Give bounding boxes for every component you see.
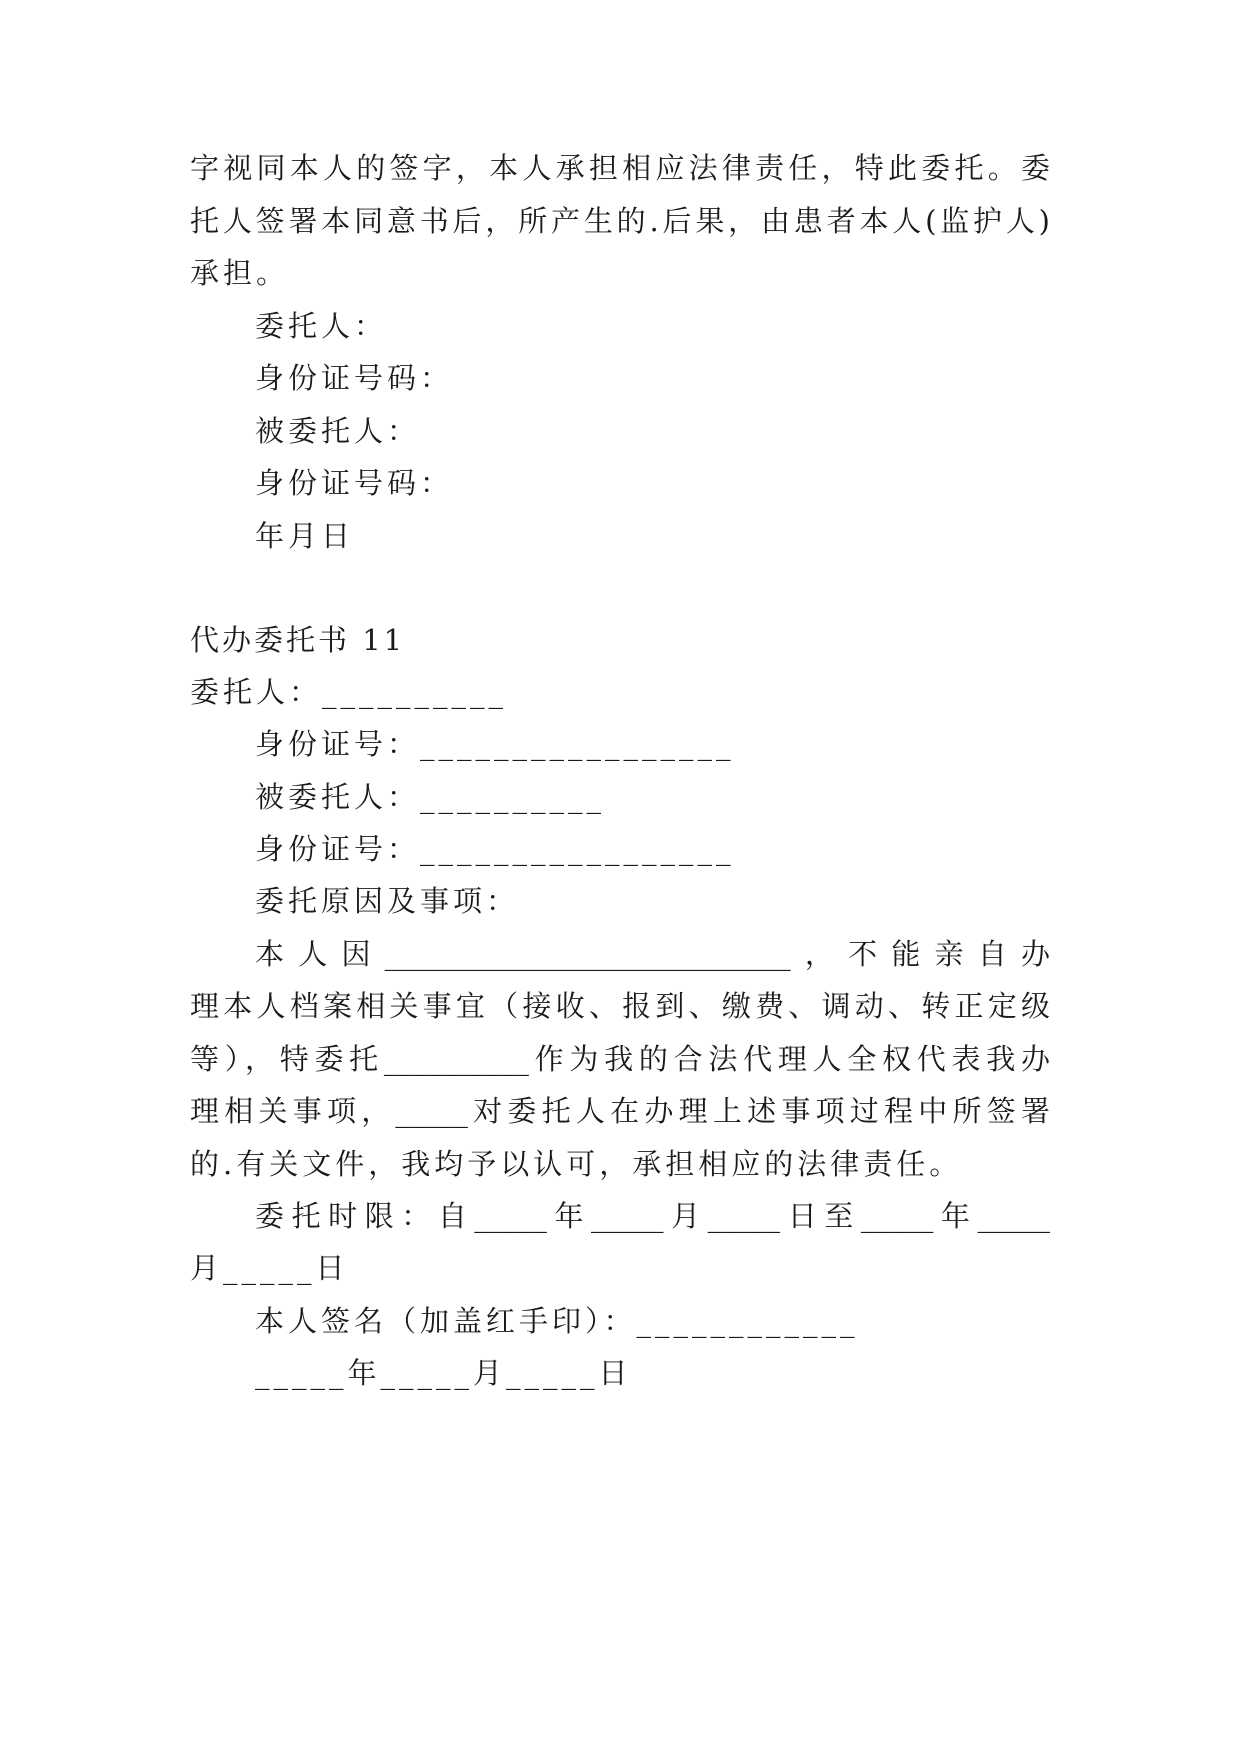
agent-id-field: 身份证号：_________________ xyxy=(255,832,735,866)
sign-date-field: _____年_____月_____日 xyxy=(255,1356,632,1390)
term-line: 委托时限：自_____年_____月_____日至_____年_____ xyxy=(255,1199,1050,1233)
body-line: 的.有关文件，我均予以认可，承担相应的法律责任。 xyxy=(190,1147,963,1181)
principal-label: 委托人： xyxy=(255,309,388,343)
principal-field: 委托人：__________ xyxy=(190,675,508,709)
body-line: 理相关事项，_____对委托人在办理上述事项过程中所签署 xyxy=(190,1094,1050,1128)
body-line: 本人因____________________________，不能亲自办 xyxy=(255,937,1050,971)
paragraph-line: 托人签署本同意书后，所产生的.后果，由患者本人(监护人) xyxy=(190,204,1050,238)
principal-id-label: 身份证号码： xyxy=(255,361,454,395)
date-label: 年月日 xyxy=(255,519,355,553)
reason-heading: 委托原因及事项： xyxy=(255,884,520,918)
agent-label: 被委托人： xyxy=(255,414,421,448)
body-line: 理本人档案相关事宜（接收、报到、缴费、调动、转正定级 xyxy=(190,989,1050,1023)
agent-id-label: 身份证号码： xyxy=(255,466,454,500)
principal-id-field: 身份证号：_________________ xyxy=(255,727,735,761)
body-line: 等），特委托__________作为我的合法代理人全权代表我办 xyxy=(190,1042,1050,1076)
agent-field: 被委托人：__________ xyxy=(255,780,606,814)
term-line: 月_____日 xyxy=(190,1251,349,1285)
paragraph-line: 字视同本人的签字，本人承担相应法律责任，特此委托。委 xyxy=(190,151,1050,185)
section-title: 代办委托书 11 xyxy=(190,623,406,657)
paragraph-line: 承担。 xyxy=(190,256,290,290)
signature-field: 本人签名（加盖红手印）：____________ xyxy=(255,1304,859,1338)
